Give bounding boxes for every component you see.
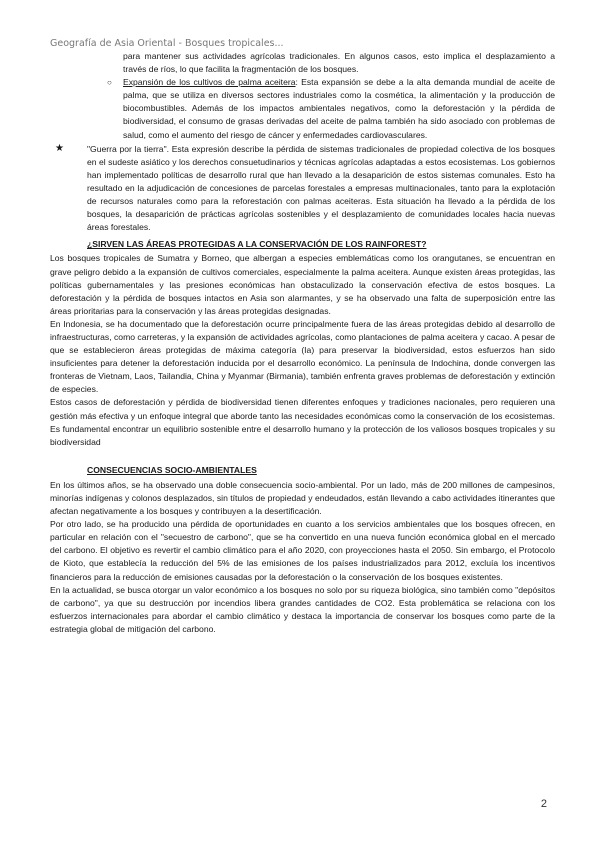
star-bullet-land-war	[55, 142, 555, 235]
page-number: 2	[540, 798, 547, 810]
intro-continuation: para mantener sus actividades agrícolas tradicionales. En algunos casos, esto implica el desplazamiento a través de ríos, lo que facilita la fragmentación de los bosques.	[123, 51, 555, 75]
sub-bullet-palm-oil	[107, 76, 555, 141]
sub-bullet-text: : Esta expansión se debe a la alta demanda mundial de aceite de palma, que se utiliza en diversos sectores industriales como la cosmética, la alimentación y la producción de biocombustibles. Además de los impactos ambientales negativos, como la deforestación y la pérdida de biodiversidad, el consumo de grasas derivadas del aceite de palma también ha sido asociado con problemas de salud, como el aumento del riesgo de cáncer y enfermedades cardiovasculares.	[123, 77, 555, 140]
star-bullet-text: "Guerra por la tierra". Esta expresión describe la pérdida de sistemas tradicionales de propiedad colectiva de los bosques en el sudeste asiático y los derechos consuetudinarios y técnicas agrícolas adaptadas a estos ecosistemas. Los gobiernos han implementado políticas de desarrollo rural que han llevado a la desaparición de estos sistemas comunales. Esto ha resultado en la adjudicación de concesiones de parcelas forestales a empresas multinacionales, tanto para la explotación de recursos naturales como para la reforestación con palmas aceiteras. Esta situación ha llevado a la pérdida de los bosques, la desaparición de prácticas agrícolas sostenibles y el desplazamiento de comunidades locales hacia nuevas áreas forestales.	[87, 143, 555, 233]
section1-paragraph-1: Los bosques tropicales de Sumatra y Borneo, que albergan a especies emblemáticas como los orangutanes, se encuentran en grave peligro debido a la expansión de cultivos comerciales, especialmente la palma aceitera. Aunque existen áreas protegidas, las políticas gubernamentales y las presiones económicas han obstaculizado la conservación efectiva de estos bosques. La deforestación y la pérdida de bosques intactos en Asia son alarmantes, y se ha observado una falta de superposición entre las áreas prioritarias para la conservación y las áreas protegidas designadas.	[50, 253, 555, 316]
section1-paragraph-3: Estos casos de deforestación y pérdida de biodiversidad tienen diferentes enfoques y tradiciones nacionales, pero requieren una gestión más efectiva y un enfoque integral que aborde tanto las necesidades económicas como la conservación de los ecosistemas. Es fundamental encontrar un equilibrio sostenible entre el desarrollo humano y la protección de los valiosos bosques tropicales y su biodiversidad	[50, 397, 555, 447]
star-bullet-icon: ★	[55, 142, 64, 154]
section2-paragraph-1: En los últimos años, se ha observado una doble consecuencia socio-ambiental. Por un lado, más de 200 millones de campesinos, minorías indígenas y colonos desplazados, sin títulos de propiedad y endeudados, están llevando a cabo actividades itinerantes que afectan negativamente a los bosques y contribuyen a la desertificación.	[50, 479, 555, 517]
sub-bullet-title: Expansión de los cultivos de palma aceitera	[123, 77, 296, 88]
hollow-circle-bullet-icon: ○	[107, 78, 112, 88]
section2-paragraph-3: En la actualidad, se busca otorgar un valor económico a los bosques no solo por su riqueza biológica, sino también como "depósitos de carbono", ya que su destrucción por incendios libera grandes cantidades de CO2. Esta problemática se relaciona con los esfuerzos internacionales para abordar el cambio climático y destaca la importancia de conservar los bosques como parte de la estrategia global de mitigación del carbono.	[50, 584, 555, 634]
document-body	[50, 50, 555, 636]
document-header: Geografía de Asia Oriental - Bosques tropicales...	[50, 38, 284, 49]
section2-paragraph-2: Por otro lado, se ha producido una pérdida de oportunidades en cuanto a los servicios ambientales que los bosques ofrecen, en particular en relación con el "secuestro de carbono", que se ha convertido en una nueva función económica global en el mercado del carbono. El objetivo es revertir el cambio climático para el año 2020, con proyecciones hasta el 2050. Sin embargo, el Protocolo de Kioto, que establecía la reducción del 5% de las emisiones de los países industrializados para 2012, excluía los incentivos financieros para la reducción de emisiones causadas por la deforestación o la conservación de los bosques existentes.	[50, 519, 555, 582]
section-heading-protected-areas: ¿SIRVEN LAS ÁREAS PROTEGIDAS A LA CONSERVACIÓN DE LOS RAINFOREST?	[87, 239, 427, 250]
section-heading-consequences: CONSECUENCIAS SOCIO-AMBIENTALES	[87, 464, 257, 475]
section1-paragraph-2: En Indonesia, se ha documentado que la deforestación ocurre principalmente fuera de las áreas protegidas debido al desarrollo de infraestructuras, como carreteras, y la expansión de actividades agrícolas, como plantaciones de palma aceitera y cacao. A pesar de que se establecieron áreas protegidas de máxima categoría (Ia) para preservar la biodiversidad, estos esfuerzos han sido insuficientes para detener la deforestación inducida por el desarrollo económico. La península de Indochina, donde convergen las fronteras de Vietnam, Laos, Tailandia, China y Myanmar (Birmania), también enfrenta graves problemas de deforestación y extinción de especies.	[50, 318, 555, 395]
